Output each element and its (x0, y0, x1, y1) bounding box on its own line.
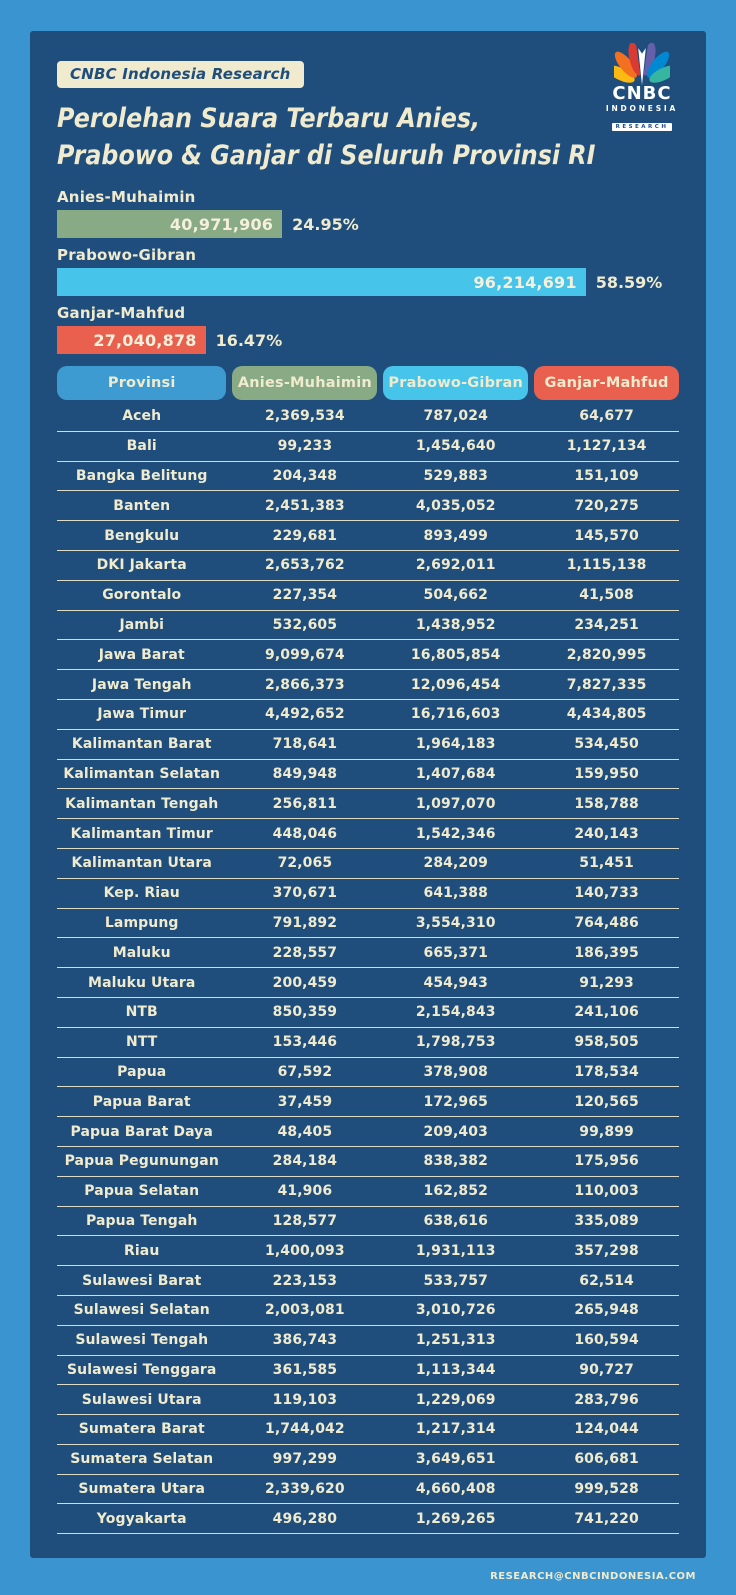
bar-percent-label: 24.95% (292, 214, 359, 234)
vote-count: 41,508 (579, 587, 634, 604)
vote-count: 741,220 (574, 1510, 639, 1527)
table-row-kalimantan-timur (57, 819, 679, 849)
table-row-maluku (57, 938, 679, 968)
vote-count: 1,229,069 (415, 1391, 496, 1408)
vote-count: 496,280 (272, 1510, 338, 1527)
cnbc-indonesia-logo (600, 43, 684, 132)
province-name: Bangka Belitung (75, 467, 208, 484)
vote-count: 1,217,314 (415, 1421, 496, 1438)
vote-count: 504,662 (423, 587, 488, 604)
vote-count: 241,106 (574, 1004, 639, 1021)
table-row-papua-selatan (57, 1177, 679, 1207)
vote-count: 162,852 (423, 1183, 488, 1200)
bar-group-ganjar-mahfud (57, 304, 679, 354)
vote-count: 534,450 (574, 736, 639, 753)
province-name: Bali (126, 438, 157, 455)
table-row-ntb (57, 998, 679, 1028)
table-body (57, 402, 679, 1534)
vote-count: 1,115,138 (566, 557, 647, 574)
table-row-riau (57, 1236, 679, 1266)
vote-count: 175,956 (574, 1153, 639, 1170)
infographic-card (30, 31, 706, 1558)
vote-count: 9,099,674 (265, 646, 345, 663)
vote-count: 1,964,183 (415, 736, 496, 753)
vote-count: 145,570 (574, 527, 639, 544)
province-name: Papua (117, 1063, 167, 1080)
vote-count: 2,866,373 (265, 676, 345, 693)
vote-count: 41,906 (277, 1183, 333, 1200)
province-name: Bengkulu (104, 527, 180, 544)
province-name: Kalimantan Selatan (63, 765, 221, 782)
province-name: Lampung (104, 914, 179, 931)
page-title (57, 100, 604, 174)
bar-anies-muhaimin (57, 210, 282, 238)
vote-count: 787,024 (423, 408, 488, 425)
vote-count: 72,065 (277, 855, 333, 872)
vote-count: 256,811 (272, 795, 338, 812)
province-name: Aceh (122, 408, 162, 425)
vote-count: 4,660,408 (415, 1481, 496, 1498)
province-name: Kep. Riau (103, 885, 180, 902)
vote-count: 1,400,093 (265, 1242, 345, 1259)
bar-row-prabowo-gibran (57, 268, 679, 296)
vote-count: 12,096,454 (410, 676, 501, 693)
vote-count: 1,542,346 (415, 825, 496, 842)
table-row-dki-jakarta (57, 551, 679, 581)
table-row-kalimantan-utara (57, 849, 679, 879)
vote-count: 533,757 (423, 1272, 488, 1289)
vote-count: 335,089 (574, 1212, 639, 1229)
table-row-jawa-timur (57, 700, 679, 730)
province-name: NTB (125, 1004, 158, 1021)
table-row-sulawesi-tengah (57, 1326, 679, 1356)
vote-count: 67,592 (277, 1063, 333, 1080)
vote-count: 791,892 (272, 914, 338, 931)
vote-count: 284,209 (423, 855, 488, 872)
vote-count: 172,965 (423, 1093, 488, 1110)
bar-label-ganjar-mahfud: Ganjar-Mahfud (57, 304, 186, 322)
logo-brand-text: CNBC (612, 83, 672, 104)
bar-value-label: 27,040,878 (93, 330, 197, 350)
vote-count: 284,184 (272, 1153, 338, 1170)
province-name: Sumatera Utara (78, 1481, 206, 1498)
table-row-kalimantan-barat (57, 730, 679, 760)
province-name: Banten (113, 497, 171, 514)
vote-count: 99,899 (579, 1123, 634, 1140)
vote-count: 209,403 (423, 1123, 488, 1140)
vote-count: 361,585 (272, 1361, 338, 1378)
peacock-icon (614, 43, 670, 87)
province-name: Papua Barat Daya (70, 1123, 213, 1140)
vote-count: 1,931,113 (415, 1242, 496, 1259)
province-name: Kalimantan Timur (70, 825, 213, 842)
vote-count: 997,299 (272, 1451, 338, 1468)
table-row-bali (57, 432, 679, 462)
vote-count: 160,594 (574, 1332, 639, 1349)
summary-bar-chart (57, 188, 679, 354)
vote-count: 2,451,383 (265, 497, 345, 514)
vote-count: 1,269,265 (415, 1510, 496, 1527)
vote-count: 1,454,640 (415, 438, 496, 455)
vote-count: 128,577 (272, 1212, 338, 1229)
bar-label-anies-muhaimin: Anies-Muhaimin (57, 188, 196, 206)
vote-count: 3,010,726 (415, 1302, 496, 1319)
table-row-sulawesi-barat (57, 1266, 679, 1296)
province-name: Sumatera Barat (78, 1421, 205, 1438)
vote-count: 51,451 (579, 855, 634, 872)
table-row-kep-riau (57, 879, 679, 909)
province-table (57, 366, 679, 1534)
province-name: Sulawesi Tengah (75, 1332, 209, 1349)
table-row-sulawesi-selatan (57, 1296, 679, 1326)
vote-count: 178,534 (574, 1063, 639, 1080)
vote-count: 849,948 (272, 765, 338, 782)
vote-count: 64,677 (579, 408, 634, 425)
vote-count: 119,103 (272, 1391, 338, 1408)
vote-count: 641,388 (423, 885, 488, 902)
vote-count: 665,371 (423, 944, 488, 961)
vote-count: 283,796 (574, 1391, 639, 1408)
vote-count: 153,446 (272, 1034, 338, 1051)
table-row-bangka-belitung (57, 462, 679, 492)
table-row-papua-tengah (57, 1207, 679, 1237)
bar-value-label: 96,214,691 (473, 272, 577, 292)
vote-count: 999,528 (574, 1481, 639, 1498)
vote-count: 265,948 (574, 1302, 639, 1319)
province-name: Sulawesi Tenggara (67, 1361, 217, 1378)
vote-count: 7,827,335 (566, 676, 647, 693)
table-row-jambi (57, 611, 679, 641)
province-name: Papua Pegunungan (64, 1153, 219, 1170)
vote-count: 1,251,313 (415, 1332, 496, 1349)
vote-count: 16,716,603 (410, 706, 501, 723)
column-header-provinsi: Provinsi (57, 366, 226, 400)
vote-count: 454,943 (423, 974, 488, 991)
vote-count: 1,113,344 (415, 1361, 496, 1378)
vote-count: 1,097,070 (415, 795, 496, 812)
province-name: Yogyakarta (96, 1510, 187, 1527)
vote-count: 4,492,652 (265, 706, 345, 723)
table-row-lampung (57, 909, 679, 939)
province-name: Jawa Barat (98, 646, 185, 663)
vote-count: 1,407,684 (415, 765, 496, 782)
table-row-aceh (57, 402, 679, 432)
table-row-sulawesi-utara (57, 1385, 679, 1415)
vote-count: 357,298 (574, 1242, 639, 1259)
table-row-sulawesi-tenggara (57, 1356, 679, 1386)
vote-count: 720,275 (574, 497, 639, 514)
province-name: Jawa Timur (97, 706, 187, 723)
table-row-bengkulu (57, 521, 679, 551)
province-name: Maluku Utara (88, 974, 196, 991)
table-row-yogyakarta (57, 1504, 679, 1534)
vote-count: 223,153 (272, 1272, 338, 1289)
province-name: NTT (126, 1034, 158, 1051)
vote-count: 2,369,534 (265, 408, 345, 425)
logo-tagline-text: RESEARCH (612, 123, 673, 132)
column-header-ganjar-mahfud: Ganjar-Mahfud (534, 366, 679, 400)
vote-count: 110,003 (574, 1183, 639, 1200)
vote-count: 37,459 (277, 1093, 333, 1110)
vote-count: 4,035,052 (415, 497, 496, 514)
vote-count: 529,883 (423, 467, 488, 484)
column-header-prabowo-gibran: Prabowo-Gibran (383, 366, 528, 400)
vote-count: 532,605 (272, 616, 338, 633)
province-name: Kalimantan Utara (71, 855, 212, 872)
province-name: Sulawesi Barat (82, 1272, 202, 1289)
vote-count: 229,681 (272, 527, 338, 544)
table-row-jawa-tengah (57, 670, 679, 700)
column-header-anies-muhaimin: Anies-Muhaimin (232, 366, 377, 400)
vote-count: 1,798,753 (415, 1034, 496, 1051)
province-name: Maluku (112, 944, 171, 961)
vote-count: 228,557 (272, 944, 338, 961)
logo-subtitle-text: INDONESIA (605, 104, 679, 113)
vote-count: 1,438,952 (415, 616, 496, 633)
province-name: Sulawesi Utara (81, 1391, 202, 1408)
page-title-line1: Perolehan Suara Terbaru Anies, (57, 103, 481, 134)
table-row-sumatera-utara (57, 1475, 679, 1505)
vote-count: 120,565 (574, 1093, 639, 1110)
vote-count: 2,820,995 (566, 646, 647, 663)
page-title-line2: Prabowo & Ganjar di Seluruh Provinsi RI (57, 140, 596, 171)
province-name: Sulawesi Selatan (73, 1302, 210, 1319)
table-row-papua-barat (57, 1087, 679, 1117)
table-row-kalimantan-tengah (57, 789, 679, 819)
vote-count: 2,003,081 (265, 1302, 345, 1319)
province-name: Kalimantan Barat (71, 736, 212, 753)
table-row-sumatera-selatan (57, 1445, 679, 1475)
vote-count: 240,143 (574, 825, 639, 842)
bar-value-label: 40,971,906 (169, 214, 274, 234)
table-row-sumatera-barat (57, 1415, 679, 1445)
vote-count: 159,950 (574, 765, 639, 782)
vote-count: 386,743 (272, 1332, 338, 1349)
bar-row-anies-muhaimin (57, 210, 679, 238)
province-name: DKI Jakarta (96, 557, 187, 574)
province-name: Jambi (119, 616, 165, 633)
vote-count: 227,354 (272, 587, 338, 604)
vote-count: 204,348 (272, 467, 338, 484)
vote-count: 99,233 (277, 438, 333, 455)
province-name: Gorontalo (102, 587, 182, 604)
vote-count: 3,649,651 (415, 1451, 496, 1468)
bar-row-ganjar-mahfud (57, 326, 679, 354)
table-row-gorontalo (57, 581, 679, 611)
table-row-banten (57, 491, 679, 521)
table-row-maluku-utara (57, 968, 679, 998)
province-name: Papua Tengah (86, 1212, 198, 1229)
province-name: Sumatera Selatan (70, 1451, 214, 1468)
vote-count: 16,805,854 (410, 646, 501, 663)
vote-count: 151,109 (574, 467, 639, 484)
vote-count: 2,692,011 (415, 557, 496, 574)
vote-count: 48,405 (277, 1123, 333, 1140)
vote-count: 378,908 (423, 1063, 488, 1080)
province-name: Riau (124, 1242, 160, 1259)
vote-count: 606,681 (574, 1451, 639, 1468)
table-row-papua (57, 1058, 679, 1088)
table-row-papua-barat-daya (57, 1117, 679, 1147)
vote-count: 124,044 (574, 1421, 639, 1438)
vote-count: 2,653,762 (265, 557, 345, 574)
footer-contact: RESEARCH@CNBCINDONESIA.COM (490, 1571, 696, 1582)
table-row-papua-pegunungan (57, 1147, 679, 1177)
vote-count: 91,293 (579, 974, 634, 991)
vote-count: 2,339,620 (265, 1481, 345, 1498)
research-badge (57, 61, 304, 88)
bar-group-anies-muhaimin (57, 188, 679, 238)
vote-count: 3,554,310 (415, 914, 496, 931)
vote-count: 370,671 (272, 885, 338, 902)
research-badge-label: CNBC Indonesia Research (70, 65, 291, 83)
bar-percent-label: 16.47% (215, 330, 283, 350)
vote-count: 1,127,134 (566, 438, 647, 455)
province-name: Papua Selatan (84, 1183, 200, 1200)
vote-count: 90,727 (579, 1361, 634, 1378)
province-name: Papua Barat (92, 1093, 191, 1110)
vote-count: 958,505 (574, 1034, 639, 1051)
vote-count: 448,046 (272, 825, 338, 842)
bar-label-prabowo-gibran: Prabowo-Gibran (57, 246, 197, 264)
vote-count: 140,733 (574, 885, 639, 902)
province-name: Kalimantan Tengah (65, 795, 219, 812)
vote-count: 764,486 (574, 914, 639, 931)
footer-bar (0, 1558, 736, 1595)
table-row-ntt (57, 1028, 679, 1058)
vote-count: 186,395 (574, 944, 639, 961)
vote-count: 638,616 (423, 1212, 488, 1229)
vote-count: 1,744,042 (265, 1421, 345, 1438)
vote-count: 838,382 (423, 1153, 488, 1170)
vote-count: 62,514 (579, 1272, 634, 1289)
bar-percent-label: 58.59% (595, 272, 663, 292)
bar-ganjar-mahfud (57, 326, 206, 354)
table-row-kalimantan-selatan (57, 760, 679, 790)
vote-count: 2,154,843 (415, 1004, 496, 1021)
bar-group-prabowo-gibran (57, 246, 679, 296)
table-header-row (57, 366, 679, 400)
bar-prabowo-gibran (57, 268, 586, 296)
vote-count: 234,251 (574, 616, 639, 633)
vote-count: 4,434,805 (566, 706, 647, 723)
vote-count: 893,499 (423, 527, 488, 544)
province-name: Jawa Tengah (91, 676, 192, 693)
table-row-jawa-barat (57, 640, 679, 670)
vote-count: 200,459 (272, 974, 338, 991)
vote-count: 850,359 (272, 1004, 338, 1021)
vote-count: 718,641 (272, 736, 338, 753)
vote-count: 158,788 (574, 795, 639, 812)
